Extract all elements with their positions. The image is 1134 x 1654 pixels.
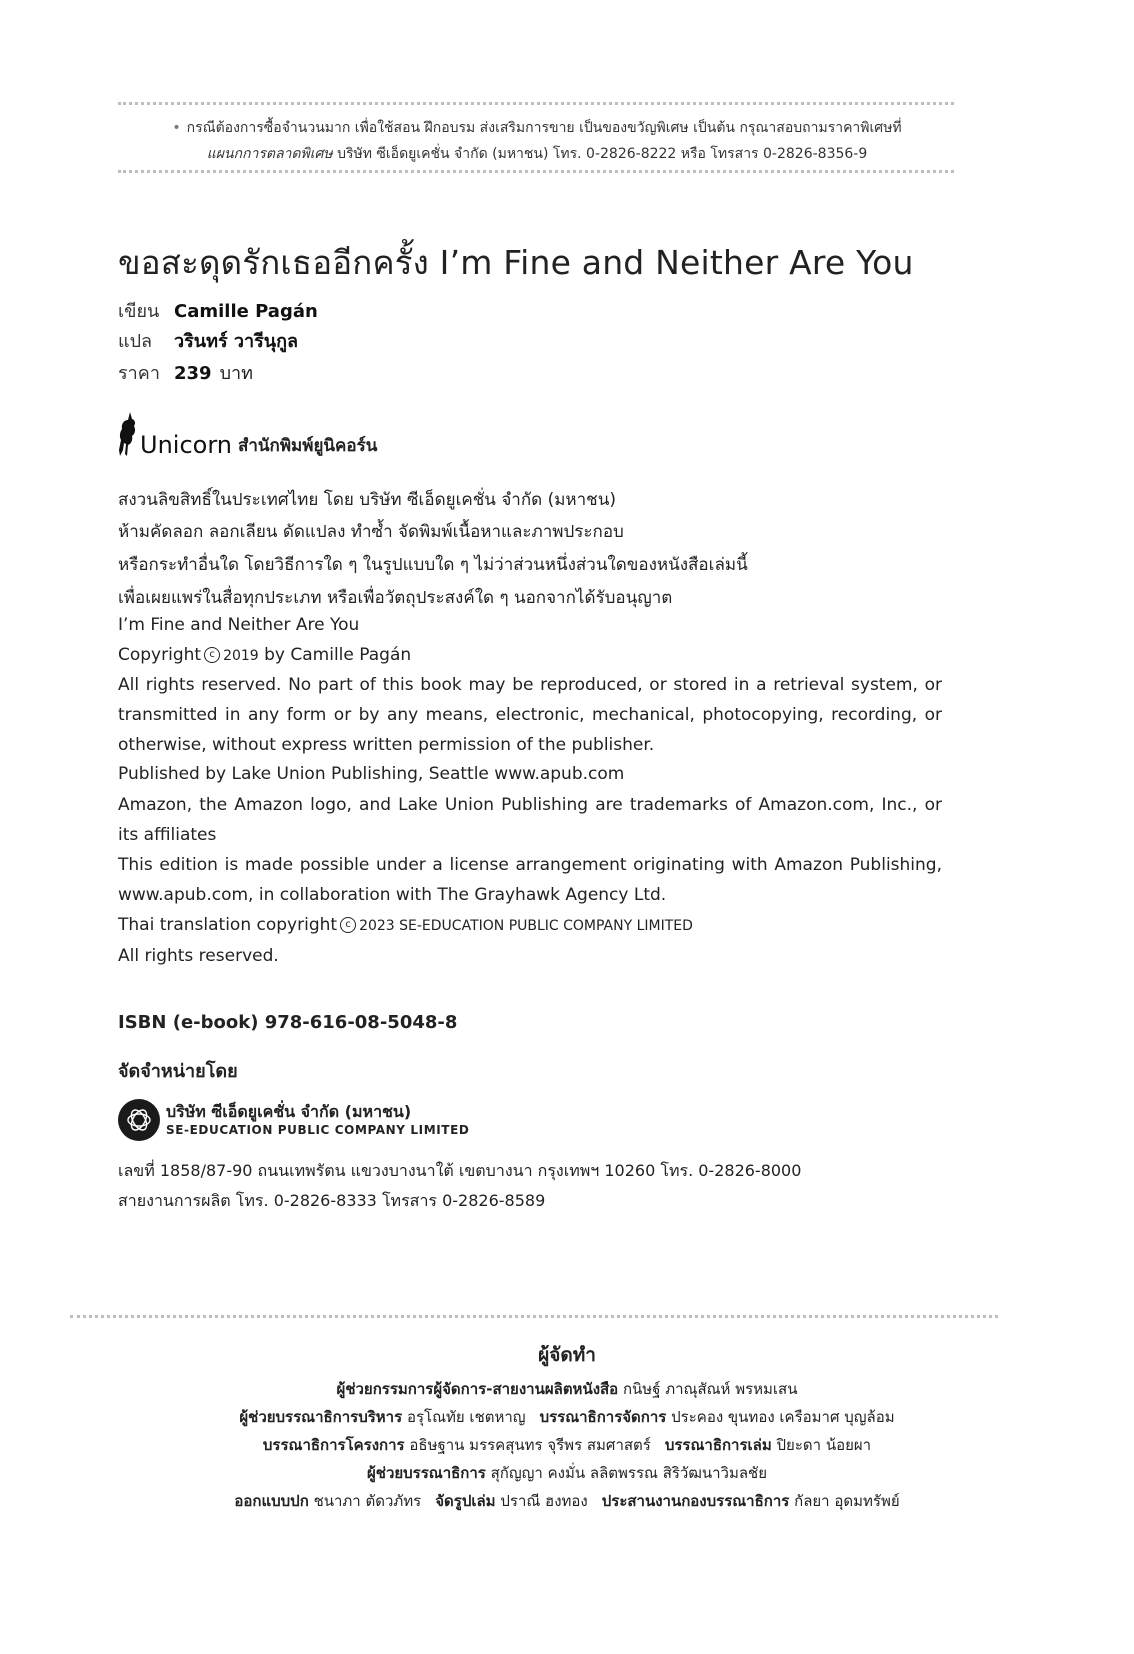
amazon-trademark-line-2: its affiliates (118, 825, 217, 845)
distributor-name-english: SE-EDUCATION PUBLIC COMPANY LIMITED (166, 1123, 470, 1137)
unicorn-icon (116, 410, 138, 458)
credit-role-managing-editor: บรรณาธิการจัดการ (539, 1408, 667, 1426)
notice-line-1: กรณีต้องการซื้อจำนวนมาก เพื่อใช้สอน ฝึกอบรม ส่งเสริมการขาย เป็นของขวัญพิเศษ เป็นต้น กรุณาสอบถามราคาพิเศษที่ (186, 120, 902, 136)
all-rights-end: All rights reserved. (118, 946, 279, 966)
thai-copyright-icon: c (340, 917, 356, 933)
price-row (118, 358, 253, 387)
distributor-address: เลขที่ 1858/87-90 ถนนเทพรัตน แขวงบางนาใต้ เขตบางนา กรุงเทพฯ 10260 โทร. 0-2826-8000 (118, 1161, 802, 1180)
publisher-logo-word: Unicorn (140, 431, 232, 459)
author-label: เขียน (118, 301, 160, 322)
amazon-trademark-line-1: Amazon, the Amazon logo, and Lake Union Publishing are trademarks of Amazon.com, Inc., or (118, 795, 942, 815)
book-title: ขอสะดุดรักเธออีกครั้ง I’m Fine and Neither Are You (118, 243, 914, 282)
distribution-heading: จัดจำหน่ายโดย (118, 1061, 238, 1082)
credit-name-asst-editor: สุกัญญา คงมั่น ลลิตพรรณ สิริวัฒนาวิมลชัย (490, 1464, 768, 1482)
credit-role-deputy-md: ผู้ช่วยกรรมการผู้จัดการ-สายงานผลิตหนังสือ (336, 1380, 619, 1398)
credit-name-cover-design: ชนาภา ตัดวภัทร (313, 1492, 422, 1510)
credit-name-book-editor: ปิยะดา น้อยผา (776, 1436, 872, 1454)
all-rights-line-1: All rights reserved. No part of this book may be reproduced, or stored in a retrieval system, or (118, 675, 942, 695)
publisher-logo-thai: สำนักพิมพ์ยูนิคอร์น (237, 436, 378, 456)
credit-role-project-editor: บรรณาธิการโครงการ (262, 1436, 405, 1454)
credits-row-3 (0, 1433, 1134, 1457)
all-rights-line-2: transmitted in any form or by any means, electronic, mechanical, photocopying, recording, or (118, 705, 942, 725)
credits-divider (70, 1315, 998, 1318)
distributor-name-thai: บริษัท ซีเอ็ดยูเคชั่น จำกัด (มหาชน) (166, 1102, 412, 1121)
notice-line-2: บริษัท ซีเอ็ดยูเคชั่น จำกัด (มหาชน) โทร. 0-2826-8222 หรือ โทรสาร 0-2826-8356-9 (337, 146, 868, 162)
credit-role-coordinator: ประสานงานกองบรรณาธิการ (601, 1492, 790, 1510)
rights-thai-line-4: เพื่อเผยแพร่ในสื่อทุกประเภท หรือเพื่อวัตถุประสงค์ใด ๆ นอกจากได้รับอนุญาต (118, 588, 673, 608)
thai-translation-copyright (118, 915, 942, 935)
credits-row-4 (0, 1461, 1134, 1485)
author-row (118, 296, 318, 325)
credit-role-book-editor: บรรณาธิการเล่ม (664, 1436, 772, 1454)
credit-role-asst-editor: ผู้ช่วยบรรณาธิการ (366, 1464, 486, 1482)
notice-bottom-divider (118, 170, 954, 173)
credits-row-1 (0, 1377, 1134, 1401)
edition-line-1: This edition is made possible under a license arrangement originating with Amazon Publishing, (118, 855, 942, 875)
notice-department: แผนกการตลาดพิเศษ (206, 146, 333, 162)
price-value: 239 (174, 363, 212, 384)
copyright-line (118, 645, 942, 665)
production-contact: สายงานการผลิต โทร. 0-2826-8333 โทรสาร 0-2826-8589 (118, 1191, 546, 1210)
se-education-logo-icon (118, 1099, 160, 1141)
copyright-prefix: Copyright (118, 645, 202, 665)
translator-name: วรินทร์ วารีนุกูล (174, 331, 298, 352)
copyright-by: by Camille Pagán (264, 645, 412, 665)
credit-name-asst-exec-editor: อรุโณทัย เชตหาญ (406, 1408, 526, 1426)
author-name: Camille Pagán (174, 301, 318, 322)
se-education-logo (118, 1099, 160, 1141)
bulk-order-notice (118, 115, 956, 167)
credit-name-deputy-md: กนิษฐ์ ภาณุสัณห์ พรหมเสน (622, 1380, 798, 1398)
copyright-year: 2019 (223, 648, 259, 664)
credits-row-2 (0, 1405, 1134, 1429)
copyright-icon: c (204, 647, 220, 663)
all-rights-line-3: otherwise, without express written permission of the publisher. (118, 735, 655, 755)
credit-name-coordinator: กัลยา อุดมทรัพย์ (794, 1492, 900, 1510)
bullet-icon: • (172, 120, 181, 136)
isbn: ISBN (e-book) 978-616-08-5048-8 (118, 1012, 458, 1033)
credit-name-layout: ปราณี ฮงทอง (500, 1492, 588, 1510)
credit-role-layout: จัดรูปเล่ม (435, 1492, 496, 1510)
rights-thai-line-2: ห้ามคัดลอก ลอกเลียน ดัดแปลง ทำซ้ำ จัดพิมพ์เนื้อหาและภาพประกอบ (118, 522, 624, 542)
credit-role-asst-exec-editor: ผู้ช่วยบรรณาธิการบริหาร (239, 1408, 403, 1426)
edition-line-2: www.apub.com, in collaboration with The Grayhawk Agency Ltd. (118, 885, 667, 905)
credits-row-5 (0, 1489, 1134, 1513)
notice-top-divider (118, 102, 954, 105)
credit-name-project-editor: อธิษฐาน มรรคสุนทร จุรีพร สมศาสตร์ (409, 1436, 651, 1454)
credit-name-managing-editor: ประคอง ขุนทอง เครือมาศ บุญล้อม (671, 1408, 895, 1426)
publisher-logo (116, 410, 377, 458)
rights-thai-line-1: สงวนลิขสิทธิ์ในประเทศไทย โดย บริษัท ซีเอ็ดยูเคชั่น จำกัด (มหาชน) (118, 490, 616, 510)
credits-heading: ผู้จัดทำ (538, 1344, 596, 1366)
thai-copyright-prefix: Thai translation copyright (118, 915, 338, 935)
original-title: I’m Fine and Neither Are You (118, 615, 360, 635)
published-by: Published by Lake Union Publishing, Seattle www.apub.com (118, 764, 625, 784)
price-unit: บาท (219, 363, 253, 384)
translator-label: แปล (118, 331, 153, 352)
credit-role-cover-design: ออกแบบปก (234, 1492, 309, 1510)
rights-thai-line-3: หรือกระทำอื่นใด โดยวิธีการใด ๆ ในรูปแบบใด ๆ ไม่ว่าส่วนหนึ่งส่วนใดของหนังสือเล่มนี้ (118, 555, 748, 575)
price-label: ราคา (118, 363, 160, 384)
thai-copyright-rest: 2023 SE-EDUCATION PUBLIC COMPANY LIMITED (359, 918, 693, 934)
translator-row (118, 326, 298, 355)
